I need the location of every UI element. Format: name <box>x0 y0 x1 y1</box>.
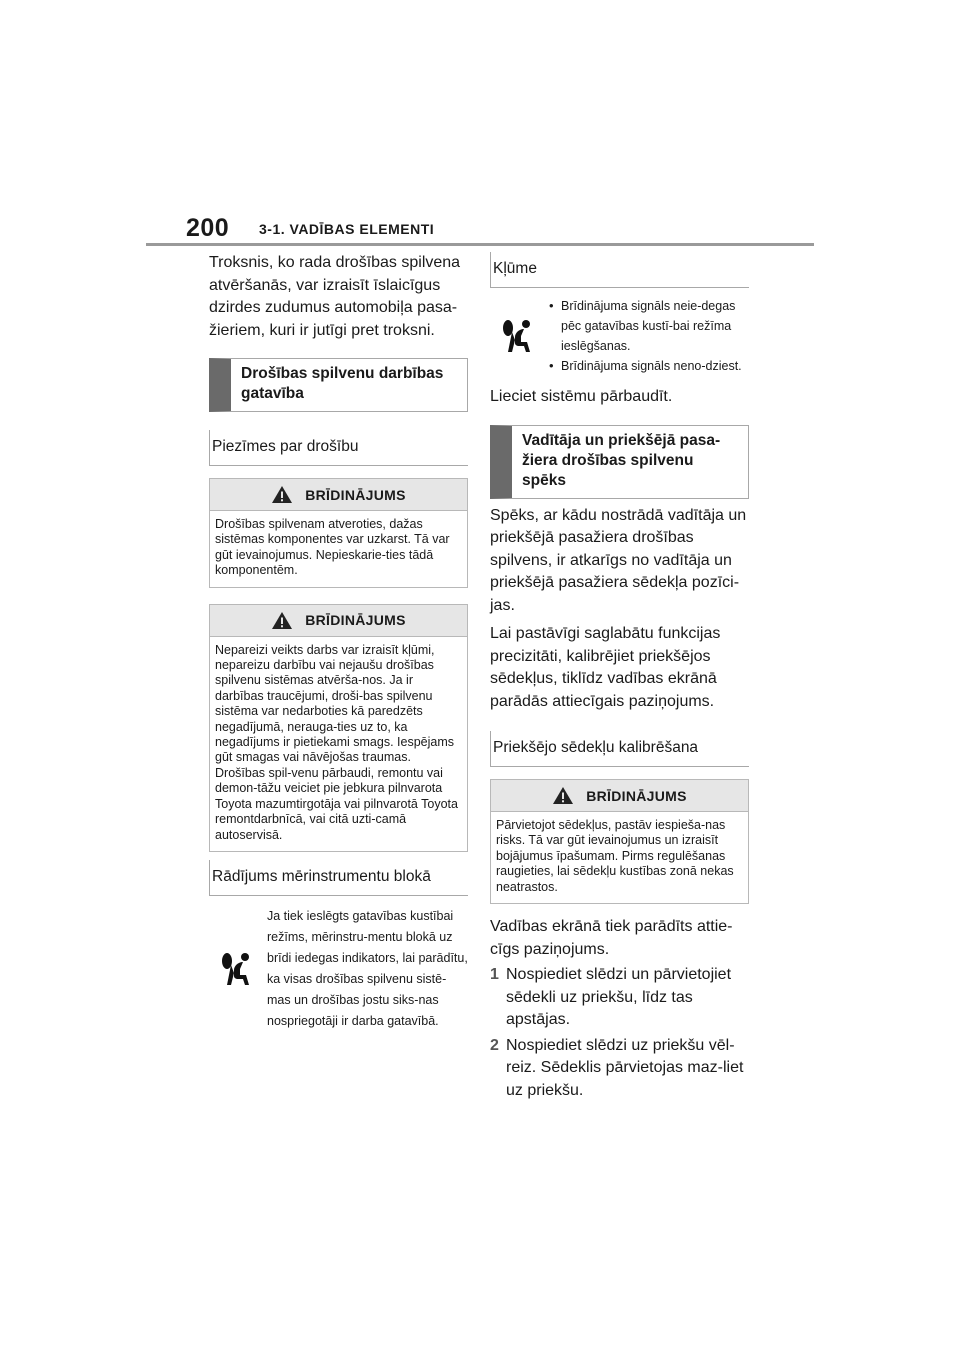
fault-block <box>490 296 749 376</box>
warning-header <box>210 605 467 637</box>
list-item: • Brīdinājuma signāls neno-dziest. <box>548 356 749 376</box>
warning-header <box>491 780 748 812</box>
right-column <box>490 252 749 1102</box>
step-text: Nospiediet slēdzi uz priekšu vēl-reiz. Sēdeklis pārvietojas maz-liet uz priekšu. <box>506 1036 744 1099</box>
section-airbag-readiness: Drošības spilvenu darbības gatavība <box>209 358 468 412</box>
screen-message-paragraph: Vadības ekrānā tiek parādīts attie-cīgs paziņojums. <box>490 918 733 958</box>
warning-title: BRĪDINĀJUMS <box>586 787 687 804</box>
section-airbag-force: Vadītāja un priekšējā pasa-žiera drošības spilvenu spēks <box>490 425 749 499</box>
fault-bullet-list <box>548 296 749 376</box>
warning-box-improper-work <box>209 604 468 852</box>
step-1 <box>490 964 749 1032</box>
subhead-fault: Kļūme <box>490 252 749 288</box>
chapter-title: 3-1. VADĪBAS ELEMENTI <box>259 221 435 237</box>
warning-text: Pārvietojot sēdekļus, pastāv iespieša-nas risks. Tā var gūt ievainojumus un izraisīt bojājumus īpašumam. Pirms regulēšanas raugieties, lai sēdekļu kustības zonā nekas neatrastos. <box>496 818 734 894</box>
warning-triangle-icon <box>271 611 293 630</box>
warning-text: Nepareizi veikts darbs var izraisīt kļūmi, nepareizu darbību vai nejaušu drošības spilvenu sistēmas atvērša-nos. Ja ir darbības traucējumi, droši-bas spilvenu sistēma var nedarboties kā paredzēts negadījumā, nerauga-ties uz to, ka negadījums ir pietiekami smags. Iespējams gūt smagas vai nāvējošas traumas. Drošības spil-venu pārbaudi, remontu vai demon-tāžu veiciet pie jebkura pilnvarota Toyota mazumtirgotāja vai pilnvarotā Toyota remontdarbnīcā, vai citā uzti-camā autoservisā. <box>215 642 458 842</box>
warning-text: Drošības spilvenam atveroties, dažas sistēmas komponentes var uzkarst. Tā var gūt ievainojumus. Nepieskarie-ties tādā komponentēm. <box>215 517 450 578</box>
airbag-indicator-block <box>209 906 468 1032</box>
intro-paragraph: Troksnis, ko rada drošības spilvena atvēršanās, var izraisīt īslaicīgus dzirdes zudumus automobiļa pasa-žieriem, kuri ir jutīgi pret troksni. <box>209 254 461 339</box>
airbag-warning-icon <box>221 952 255 986</box>
warning-box-hot-components <box>209 478 468 588</box>
left-column <box>209 252 468 1032</box>
subhead-seat-calibration: Priekšējo sēdekļu kalibrēšana <box>490 731 749 767</box>
header-rule <box>146 243 814 246</box>
step-number: 1 <box>490 966 499 984</box>
warning-title: BRĪDINĀJUMS <box>305 486 406 503</box>
airbag-warning-icon <box>502 319 536 353</box>
page-number: 200 <box>186 214 230 242</box>
warning-box-pinching <box>490 779 749 904</box>
list-item: • Brīdinājuma signāls neie-degas pēc gatavības kustī-bai režīma ieslēgšanas. <box>548 296 749 356</box>
warning-triangle-icon <box>552 786 574 805</box>
calibration-paragraph: Lai pastāvīgi saglabātu funkcijas precizitāti, kalibrējiet priekšējos sēdekļus, tiklīdz vadības ekrānā parādās attiecīgais paziņojums. <box>490 625 721 710</box>
subhead-safety-notes: Piezīmes par drošību <box>209 430 468 466</box>
warning-header <box>210 479 467 511</box>
airbag-warning-icon-cell <box>209 952 267 986</box>
warning-triangle-icon <box>271 485 293 504</box>
airbag-warning-icon-cell <box>490 319 548 353</box>
force-paragraph: Spēks, ar kādu nostrādā vadītāja un priekšējā pasažiera drošības spilvens, ir atkarīgs no vadītāja un priekšējā pasažiera sēdekļa pozīci-jas. <box>490 506 747 614</box>
warning-title: BRĪDINĀJUMS <box>305 612 406 629</box>
check-paragraph: Lieciet sistēmu pārbaudīt. <box>490 388 673 405</box>
airbag-indicator-text: Ja tiek ieslēgts gatavības kustībai režīms, mērinstru-mentu blokā uz brīdi iedegas indikators, lai parādītu, ka visas drošības spilvenu sistē-mas un drošības jostu siks-nas nospriegotāji ir darba gatavībā. <box>267 908 468 1028</box>
subhead-instrument-display: Rādījums mērinstrumentu blokā <box>209 860 468 896</box>
step-text: Nospiediet slēdzi un pārvietojiet sēdekli uz priekšu, līdz tas apstājas. <box>506 966 732 1029</box>
step-number: 2 <box>490 1036 499 1054</box>
step-2 <box>490 1035 749 1103</box>
